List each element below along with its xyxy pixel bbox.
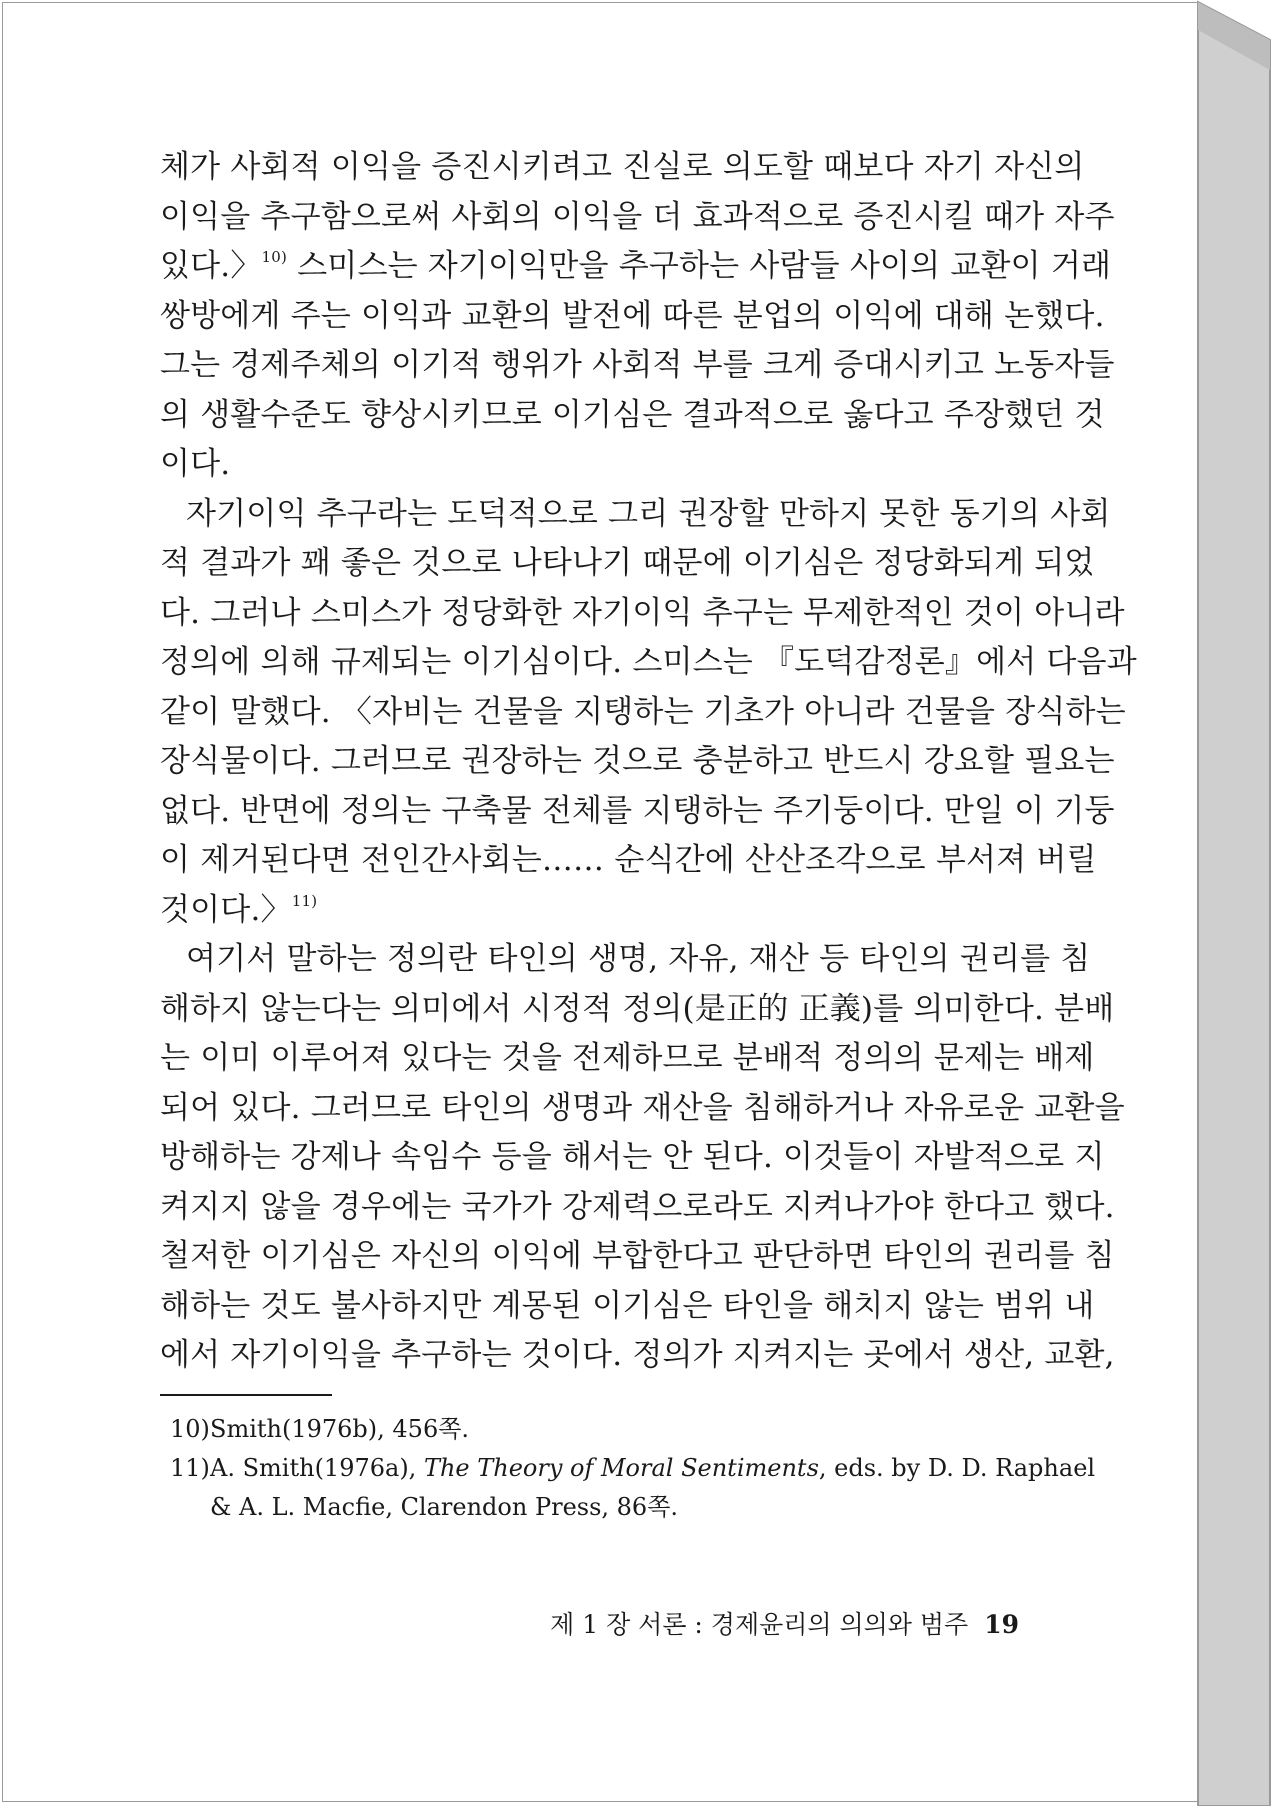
text-line [160, 242, 1112, 292]
text-line: 이다. [160, 446, 231, 482]
text-line: 해하는 것도 불사하지만 계몽된 이기심은 타인을 해치지 않는 범위 내 [160, 1287, 1095, 1324]
footnote-divider [160, 1394, 332, 1396]
text-line: 이 제거된다면 전인간사회는…… 순식간에 산산조각으로 부서져 버릴 [160, 842, 1097, 878]
text-line: 쌍방에게 주는 이익과 교환의 발전에 따른 분업의 이익에 대해 논했다. [160, 297, 1105, 334]
footnote-11-continuation: & A. L. Macfie, Clarendon Press, 86쪽. [210, 1493, 679, 1521]
paragraph-3 [160, 935, 1125, 1381]
text-line: 여기서 말하는 정의란 타인의 생명, 자유, 재산 등 타인의 권리를 침 [186, 941, 1091, 977]
text-line: 방해하는 강제나 속임수 등을 해서는 안 된다. 이것들이 자발적으로 지 [160, 1139, 1105, 1175]
page-number: 19 [984, 1610, 1019, 1639]
text-line: 해하지 않는다는 의미에서 시정적 정의(是正的 正義)를 의미한다. 분배 [160, 990, 1115, 1027]
text-line [160, 886, 1040, 936]
text-line: 철저한 이기심은 자신의 이익에 부합한다고 판단하면 타인의 권리를 침 [160, 1238, 1115, 1274]
text-line: 다. 그러나 스미스가 정당화한 자기이익 추구는 무제한적인 것이 아니라 [160, 594, 1125, 631]
text-line-part: 있다.〉 [160, 248, 262, 284]
chapter-title: 제 1 장 서론 : 경제윤리의 의의와 범주 [550, 1610, 969, 1639]
footnote-ref-11[interactable]: 11) [291, 891, 318, 910]
text-line: 이익을 추구함으로써 사회의 이익을 더 효과적으로 증진시킬 때가 자주 [160, 198, 1115, 235]
text-line: 그는 경제주체의 이기적 행위가 사회적 부를 크게 증대시키고 노동자들 [160, 347, 1115, 383]
text-line: 장식물이다. 그러므로 권장하는 것으로 충분하고 반드시 강요할 필요는 [160, 743, 1115, 779]
footnote-number: 11) [170, 1454, 210, 1482]
footnote-text: , eds. by D. D. Raphael [818, 1454, 1096, 1482]
footnote-number: 10) [170, 1415, 210, 1443]
footnote-text: A. Smith(1976a), [210, 1454, 424, 1482]
text-line: 적 결과가 꽤 좋은 것으로 나타나기 때문에 이기심은 정당화되게 되었 [160, 545, 1095, 581]
footnotes [170, 1410, 1096, 1527]
footnote-text: Smith(1976b), 456쪽. [210, 1415, 470, 1443]
text-line-part: 스미스는 자기이익만을 추구하는 사람들 사이의 교환이 거래 [287, 248, 1112, 284]
footnote-10 [170, 1410, 1040, 1449]
text-line: 체가 사회적 이익을 증진시키려고 진실로 의도할 때보다 자기 자신의 [160, 149, 1085, 185]
text-line: 정의에 의해 규제되는 이기심이다. 스미스는 『도덕감정론』에서 다음과 [160, 644, 1137, 680]
text-line: 없다. 반면에 정의는 구축물 전체를 지탱하는 주기둥이다. 만일 이 기둥 [160, 792, 1115, 829]
text-line: 의 생활수준도 향상시키므로 이기심은 결과적으로 옳다고 주장했던 것 [160, 396, 1105, 433]
running-footer [550, 1605, 1019, 1641]
text-line: 는 이미 이루어져 있다는 것을 전제하므로 분배적 정의의 문제는 배제 [160, 1040, 1095, 1076]
footnote-ref-10[interactable]: 10) [261, 248, 288, 266]
footnote-11 [170, 1449, 1096, 1488]
text-line-part: 것이다.〉 [160, 891, 292, 928]
book-title: The Theory of Moral Sentiments [423, 1454, 819, 1482]
text-line: 같이 말했다. 〈자비는 건물을 지탱하는 기초가 아니라 건물을 장식하는 [160, 693, 1126, 730]
text-line: 되어 있다. 그러므로 타인의 생명과 재산을 침해하거나 자유로운 교환을 [160, 1089, 1125, 1126]
text-line: 자기이익 추구라는 도덕적으로 그리 권장할 만하지 못한 동기의 사회 [186, 495, 1111, 532]
paragraph-2 [160, 490, 1137, 936]
text-line: 켜지지 않을 경우에는 국가가 강제력으로라도 지켜나가야 한다고 했다. [160, 1188, 1115, 1225]
paragraph-1 [160, 143, 1115, 490]
body-text [160, 143, 1137, 1381]
text-line: 에서 자기이익을 추구하는 것이다. 정의가 지켜지는 곳에서 생산, 교환, [160, 1337, 1115, 1373]
